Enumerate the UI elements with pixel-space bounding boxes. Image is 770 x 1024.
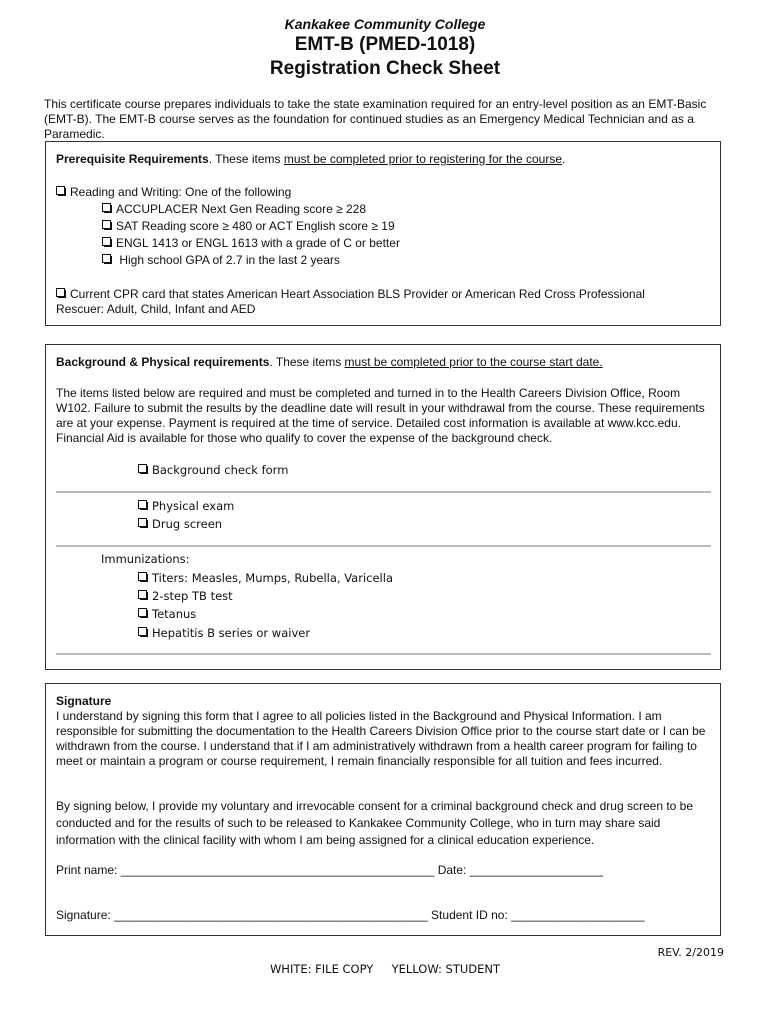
checkbox[interactable] [102, 220, 111, 229]
cpr-line2: Rescuer: Adult, Child, Infant and AED [56, 302, 256, 316]
physical-exam-item [138, 499, 234, 514]
signature-section [45, 683, 721, 936]
signature-paragraph-2: By signing below, I provide my voluntary and irrevocable consent for a criminal background check and drug screen to be conducted and for the results of such to be released to Kankakee Community College, who in turn may share said information with the clinical facility with whom I am being assigned for a clinical education experience. [56, 799, 694, 847]
reading-writing-label: Reading and Writing: One of the following [70, 185, 292, 199]
prerequisite-section [45, 141, 721, 326]
prerequisite-heading [56, 152, 706, 167]
immunization-item [138, 607, 196, 622]
checkbox[interactable] [138, 500, 147, 509]
option-item [102, 219, 395, 234]
background-heading-label: Background & Physical requirements [56, 355, 270, 369]
signature-heading: Signature [56, 694, 112, 708]
option-item [102, 202, 366, 217]
reading-writing-item [56, 185, 291, 200]
drug-screen-item [138, 517, 222, 532]
checkbox[interactable] [138, 518, 147, 527]
checkbox[interactable] [102, 203, 111, 212]
checkbox[interactable] [138, 464, 147, 473]
course-title: EMT-B (PMED-1018) [294, 34, 476, 55]
option-label: SAT Reading score ≥ 480 or ACT English score ≥ 19 [116, 219, 395, 233]
prerequisite-heading-end: . [562, 152, 566, 166]
revision-label: REV. 2/2019 [657, 946, 724, 959]
cpr-item [56, 287, 711, 317]
option-item [102, 236, 400, 251]
divider [56, 491, 711, 493]
immunization-label: Tetanus [152, 607, 197, 621]
background-paragraph: The items listed below are required and must be completed and turned in to the Health Careers Division Office, Room W102. Failure to submit the results by the deadline date will result in your withdrawal from the course. These requirements are at your expense. Payment is required at the time of service. Detailed cost information is available at www.kcc.edu. Financial Aid is available for those who qualify to cover the expense of the background check. [56, 386, 705, 445]
checkbox[interactable] [138, 627, 147, 636]
intro-paragraph: This certificate course prepares individuals to take the state examination required for an entry-level position as an EMT-Basic (EMT-B). The EMT-B course serves as the foundation for continued studies as an Emergency Medical Technician and as a Paramedic. [44, 97, 707, 141]
prerequisite-heading-suffix: . These items [208, 152, 284, 166]
checkbox[interactable] [56, 288, 65, 297]
signature-paragraph-1: I understand by signing this form that I agree to all policies listed in the Background and Physical Information. I am responsible for submitting the documentation to the Health Careers Division Office prior to the course start date or I can be withdrawn from the course. I understand that if I am administratively withdrawn from a health career program for failing to meet or maintain a program or course requirement, I remain financially responsible for all tuition and fees incurred. [56, 709, 706, 768]
immunization-label: Titers: Measles, Mumps, Rubella, Varicella [152, 571, 393, 585]
date-field[interactable]: ____________________ [469, 863, 604, 877]
signature-field[interactable]: _______________________________________________ [114, 908, 428, 922]
option-label: ACCUPLACER Next Gen Reading score ≥ 228 [116, 202, 367, 216]
print-name-field[interactable]: _______________________________________________ [120, 863, 435, 877]
college-name: Kankakee Community College [284, 16, 486, 32]
copy-distribution: WHITE: FILE COPY YELLOW: STUDENT [269, 962, 501, 976]
background-heading [56, 355, 706, 370]
print-name-row [56, 863, 603, 878]
checkbox[interactable] [56, 186, 65, 195]
sheet-title: Registration Check Sheet [269, 58, 501, 79]
option-label: ENGL 1413 or ENGL 1613 with a grade of C or better [116, 236, 400, 250]
divider [56, 653, 711, 655]
physical-exam-label: Physical exam [152, 499, 235, 513]
document-header [0, 16, 770, 80]
student-id-label: Student ID no: [427, 908, 512, 922]
background-physical-section [45, 344, 721, 670]
prerequisite-heading-label: Prerequisite Requirements [56, 152, 209, 166]
drug-screen-label: Drug screen [152, 517, 223, 531]
immunizations-label: Immunizations: [101, 552, 190, 566]
checkbox[interactable] [138, 572, 147, 581]
immunization-label: 2-step TB test [152, 589, 233, 603]
print-name-label: Print name: [56, 863, 121, 877]
signature-label: Signature: [56, 908, 115, 922]
student-id-field[interactable]: ____________________ [511, 908, 645, 922]
background-check-item [138, 463, 288, 478]
background-heading-underlined: must be completed prior to the course start date. [344, 355, 603, 369]
immunization-item [138, 626, 310, 641]
prerequisite-heading-underlined: must be completed prior to registering for the course [283, 152, 562, 166]
checkbox[interactable] [138, 590, 147, 599]
option-label: High school GPA of 2.7 in the last 2 years [116, 253, 340, 267]
immunization-item [138, 589, 233, 604]
divider [56, 545, 711, 547]
checkbox[interactable] [102, 254, 111, 263]
immunization-label: Hepatitis B series or waiver [152, 626, 311, 640]
date-label: Date: [434, 863, 470, 877]
checkbox[interactable] [102, 237, 111, 246]
cpr-line1: Current CPR card that states American Heart Association BLS Provider or American Red Cross Professional [70, 287, 645, 301]
background-check-label: Background check form [152, 463, 289, 477]
background-heading-suffix: . These items [269, 355, 345, 369]
checkbox[interactable] [138, 608, 147, 617]
signature-row [56, 908, 645, 923]
option-item [102, 253, 340, 268]
immunization-item [138, 571, 393, 586]
